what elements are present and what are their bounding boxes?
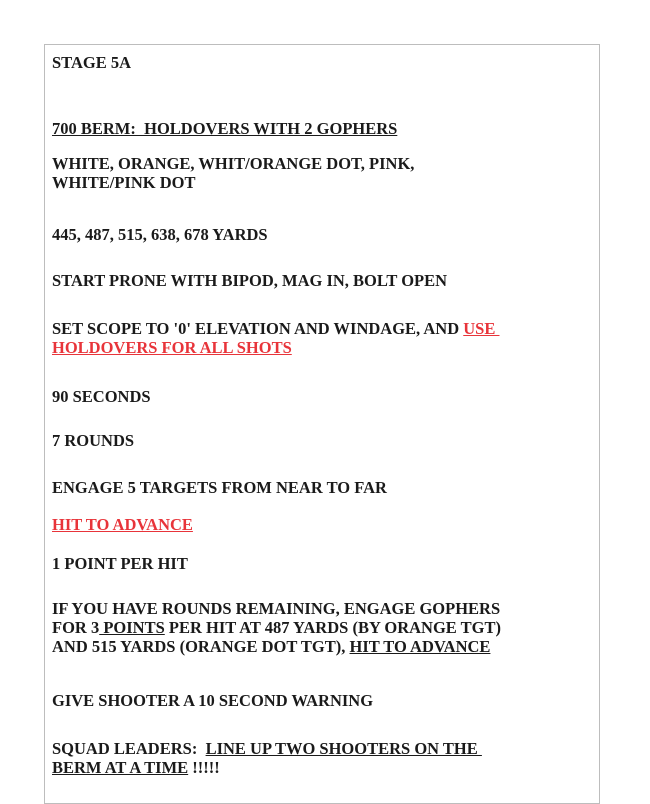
target-yards: 445, 487, 515, 638, 678 YARDS	[52, 225, 268, 244]
gophers-line-2a: FOR 3	[52, 618, 100, 637]
gophers-line-2c: PER HIT AT 487 YARDS (BY ORANGE TGT)	[164, 618, 501, 637]
gophers-points-underlined: POINTS	[99, 618, 165, 637]
scope-plain-text: SET SCOPE TO '0' ELEVATION AND WINDAGE, AND	[52, 319, 464, 338]
target-colors	[52, 154, 591, 192]
start-position: START PRONE WITH BIPOD, MAG IN, BOLT OPEN	[52, 271, 448, 290]
squad-label: SQUAD LEADERS:	[52, 739, 206, 758]
squad-underlined-2: BERM AT A TIME	[52, 758, 189, 777]
gopher-instructions	[52, 599, 591, 656]
berm-heading: 700 BERM: HOLDOVERS WITH 2 GOPHERS	[52, 119, 398, 138]
time-limit: 90 SECONDS	[52, 387, 151, 406]
stage-title: STAGE 5A	[52, 53, 132, 72]
hit-to-advance: HIT TO ADVANCE	[52, 515, 193, 534]
squad-underlined-1: LINE UP TWO SHOOTERS ON THE	[205, 739, 482, 758]
gophers-line-3a: AND 515 YARDS (ORANGE DOT TGT),	[52, 637, 350, 656]
squad-leaders-note	[52, 739, 591, 777]
gophers-line-1: IF YOU HAVE ROUNDS REMAINING, ENGAGE GOPHERS	[52, 599, 501, 618]
target-colors-line-1: WHITE, ORANGE, WHIT/ORANGE DOT, PINK,	[52, 154, 415, 173]
round-count: 7 ROUNDS	[52, 431, 135, 450]
points-per-hit: 1 POINT PER HIT	[52, 554, 188, 573]
engage-instructions: ENGAGE 5 TARGETS FROM NEAR TO FAR	[52, 478, 387, 497]
squad-exclamations: !!!!!	[188, 758, 220, 777]
scope-red-text-2: HOLDOVERS FOR ALL SHOTS	[52, 338, 292, 357]
target-colors-line-2: WHITE/PINK DOT	[52, 173, 196, 192]
gophers-hit-to-advance: HIT TO ADVANCE	[349, 637, 491, 656]
shooter-warning: GIVE SHOOTER A 10 SECOND WARNING	[52, 691, 374, 710]
document-page	[44, 44, 600, 804]
scope-red-text-1: USE	[463, 319, 500, 338]
scope-instructions	[52, 319, 591, 357]
